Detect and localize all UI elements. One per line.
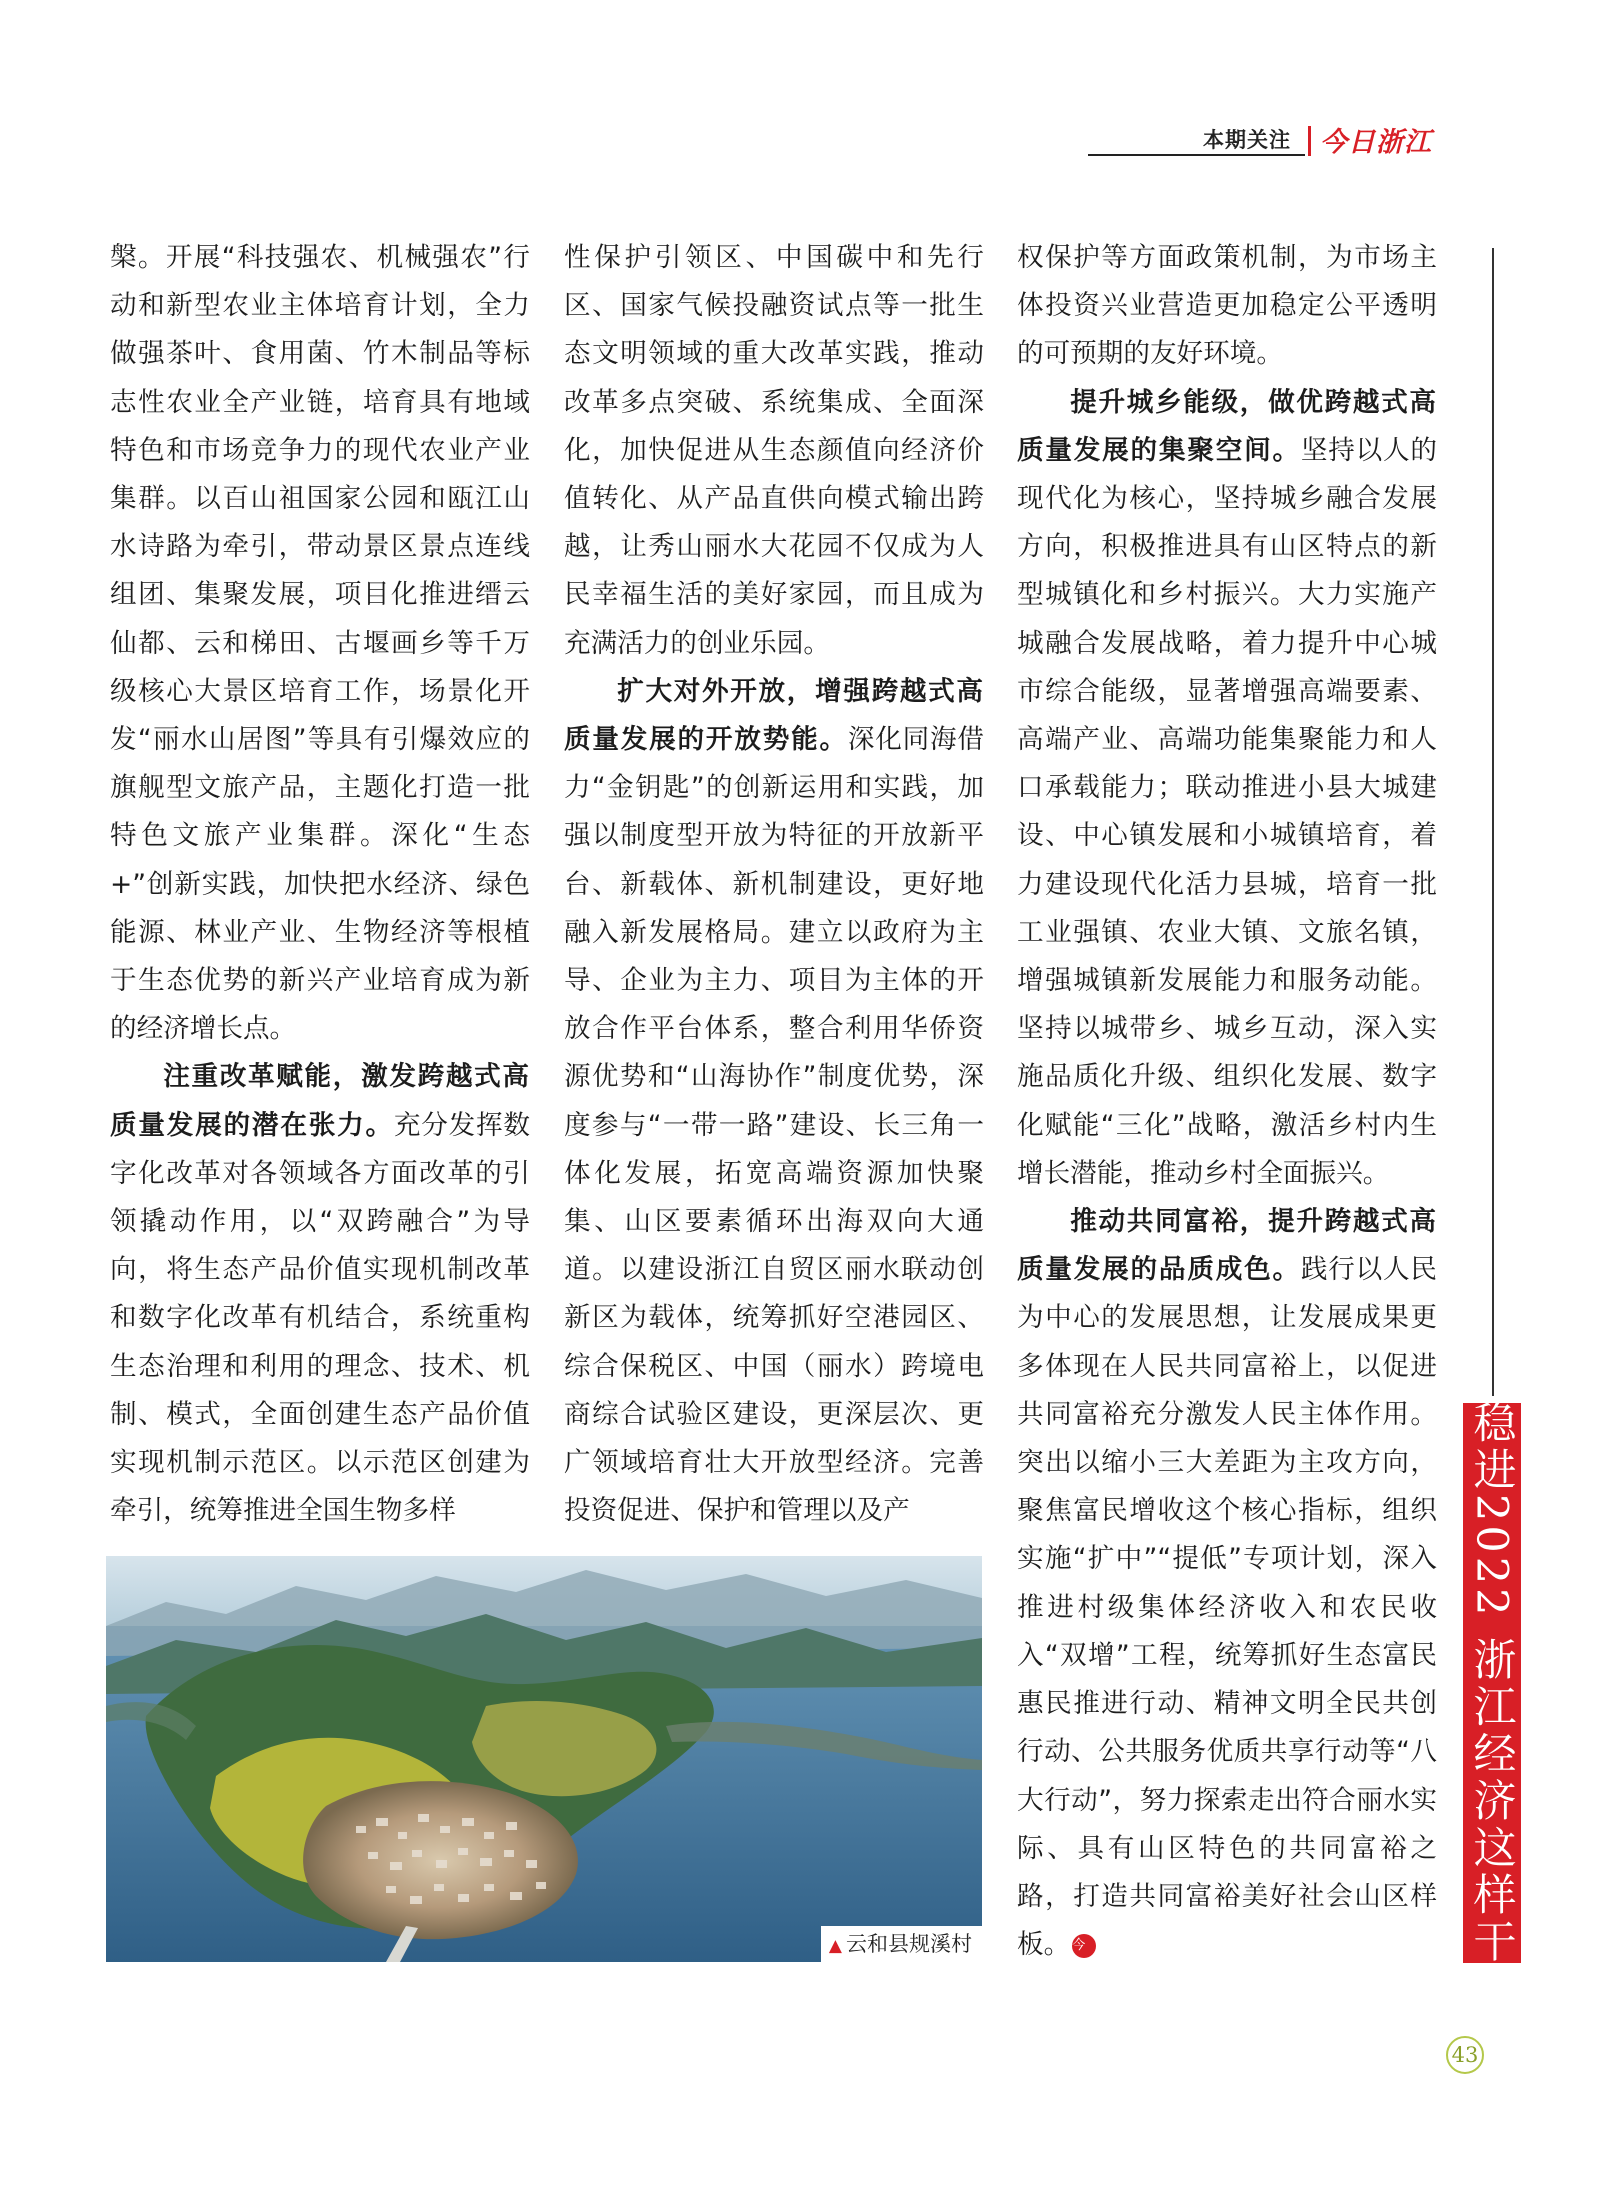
aerial-landscape-illustration [106, 1556, 982, 1962]
paragraph [110, 1053, 530, 1535]
caption-text: 云和县规溪村 [846, 1932, 972, 1956]
page-header [1088, 126, 1478, 158]
series-sidebar [1463, 1399, 1521, 1967]
section-lead: 注重改革赋能，激发跨越式高质量发展的潜在张力。 [110, 1061, 530, 1141]
section-lead: 扩大对外开放，增强跨越式高质量发展的开放势能。 [564, 675, 984, 756]
paragraph [1017, 1198, 1437, 1969]
caption-marker: ▲ [828, 1936, 842, 1956]
paragraph [1017, 379, 1437, 1198]
paragraph: 性保护引领区、中国碳中和先行区、国家气候投融资试点等一批生态文明领域的重大改革实践，推动改革多点突破、系统集成、全面深化，加快促进从生态颜值向经济价值转化、从产品直供向模式输出跨越，让秀山丽水大花园不仅成为人民幸福生活的美好家园，而且成为充满活力的创业乐园。 [564, 242, 984, 659]
series-title: 稳进2022 浙江经济这样干 [1466, 1399, 1517, 1967]
header-section-title: 本期关注 [1203, 128, 1291, 152]
header-rule [1088, 154, 1305, 156]
section-lead: 提升城乡能级，做优跨越式高质量发展的集聚空间。 [1017, 386, 1437, 466]
section-lead: 推动共同富裕，提升跨越式高质量发展的品质成色。 [1017, 1206, 1437, 1286]
magazine-logo: 今日浙江 [1320, 127, 1432, 158]
vertical-rule [1492, 248, 1494, 1396]
paragraph-body: 充分发挥数字化改革对各领域各方面改革的引领撬动作用，以“双跨融合”为导向，将生态产品价值实现机制改革和数字化改革有机结合，系统重构生态治理和利用的理念、技术、机制、模式，全面创建生态产品价值实现机制示范区。以示范区创建为牵引，统筹推进全国生物多样 [110, 1109, 531, 1527]
paragraph-body: 坚持以人的现代化为核心，坚持城乡融合发展方向，积极推进具有山区特点的新型城镇化和乡村振兴。大力实施产城融合发展战略，着力提升中心城市综合能级，显著增强高端要素、高端产业、高端功能集聚能力和人口承载能力；联动推进小县大城建设、中心镇发展和小城镇培育，着力建设现代化活力县城，培育一批工业强镇、农业大镇、文旅名镇，增强城镇新发展能力和服务动能。坚持以城带乡、城乡互动，深入实施品质化升级、组织化发展、数字化赋能“三化”战略，激活乡村内生增长潜能，推动乡村全面振兴。 [1017, 434, 1438, 1189]
village-aerial-photo [106, 1556, 982, 1962]
photo-caption [821, 1926, 982, 1962]
page-number: 43 [1446, 2036, 1484, 2074]
paragraph: 槃。开展“科技强农、机械强农”行动和新型农业主体培育计划，全力做强茶叶、食用菌、竹木制品等标志性农业全产业链，培育具有地域特色和市场竞争力的现代农业产业集群。以百山祖国家公园和瓯江山水诗路为牵引，带动景区景点连线组团、集聚发展，项目化推进缙云仙都、云和梯田、古堰画乡等千万级核心大景区培育工作，场景化开发“丽水山居图”等具有引爆效应的旗舰型文旅产品，主题化打造一批特色文旅产业集群。深化“生态+”创新实践，加快把水经济、绿色能源、林业产业、生物经济等根植于生态优势的新兴产业培育成为新的经济增长点。 [110, 242, 530, 1045]
end-mark-icon: 今 [1072, 1934, 1096, 1958]
paragraph [564, 668, 984, 1536]
paragraph: 权保护等方面政策机制，为市场主体投资兴业营造更加稳定公平透明的可预期的友好环境。 [1017, 242, 1437, 370]
paragraph-body: 深化同海借力“金钥匙”的创新运用和实践，加强以制度型开放为特征的开放新平台、新载体、新机制建设，更好地融入新发展格局。建立以政府为主导、企业为主力、项目为主体的开放合作平台体系，整合利用华侨资源优势和“山海协作”制度优势，深度参与“一带一路”建设、长三角一体化发展，拓宽高端资源加快聚集、山区要素循环出海双向大通道。以建设浙江自贸区丽水联动创新区为载体，统筹抓好空港园区、综合保税区、中国（丽水）跨境电商综合试验区建设，更深层次、更广领域培育壮大开放型经济。完善投资促进、保护和管理以及产 [564, 724, 985, 1527]
article-column-3 [1017, 234, 1437, 1969]
header-divider-bar [1308, 126, 1311, 156]
article-column-1 [110, 234, 530, 1535]
article-column-2 [564, 234, 984, 1535]
paragraph-body: 践行以人民为中心的发展思想，让发展成果更多体现在人民共同富裕上，以促进共同富裕充分激发人民主体作用。突出以缩小三大差距为主攻方向，聚焦富民增收这个核心指标，组织实施“扩中”“提低”专项计划，深入推进村级集体经济收入和农民收入“双增”工程，统筹抓好生态富民惠民推进行动、精神文明全民共创行动、公共服务优质共享行动等“八大行动”，努力探索走出符合丽水实际、具有山区特色的共同富裕之路，打造共同富裕美好社会山区样板。 [1017, 1254, 1438, 1961]
